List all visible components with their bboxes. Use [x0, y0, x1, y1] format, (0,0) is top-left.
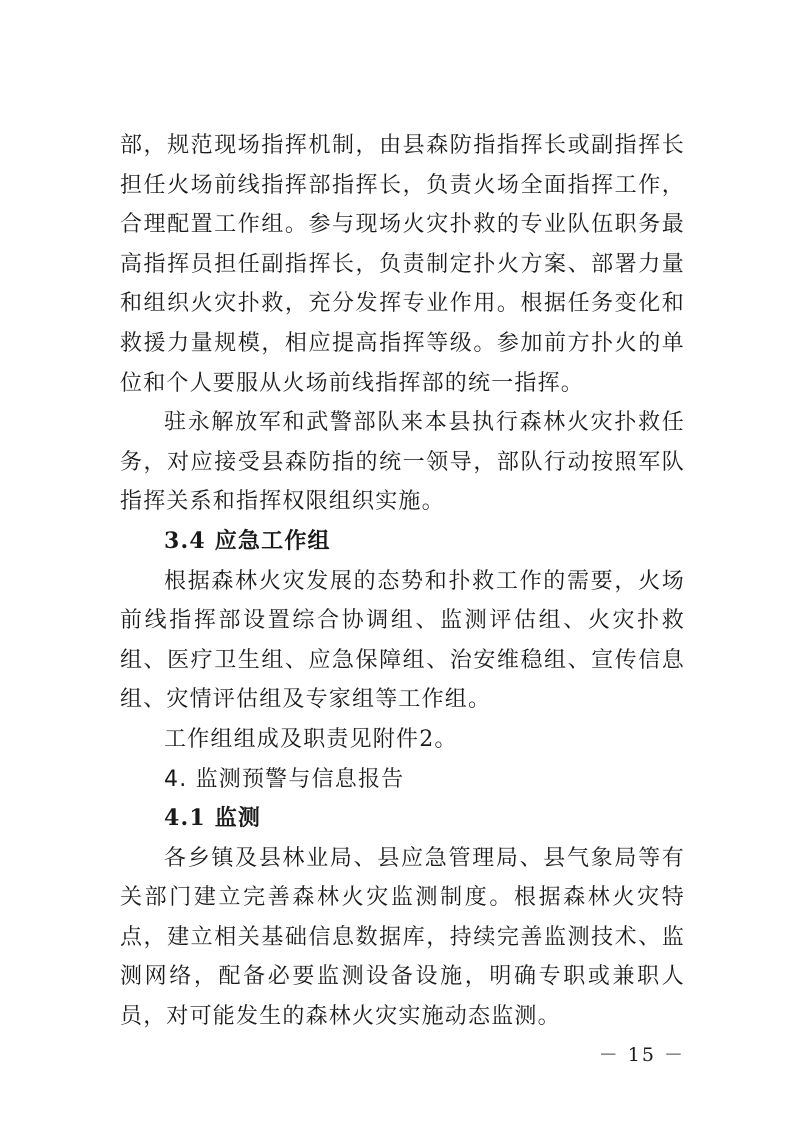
paragraph-monitoring: 各乡镇及县林业局、县应急管理局、县气象局等有关部门建立完善森林火灾监测制度。根据森林火灾特点，建立相关基础信息数据库，持续完善监测技术、监测网络，配备必要监测设备设施，明确专职或兼职人员，对可能发生的森林火灾实施动态监测。 [120, 845, 685, 1030]
heading-3-4: 3.4 应急工作组 [164, 527, 331, 554]
paragraph-command-structure: 部，规范现场指挥机制，由县森防指指挥长或副指挥长担任火场前线指挥部指挥长，负责火场全面指挥工作，合理配置工作组。参与现场火灾扑救的专业队伍职务最高指挥员担任副指挥长，负责制定扑火方案、部署力量和组织火灾扑救，充分发挥专业作用。根据任务变化和救援力量规模，相应提高指挥等级。参加前方扑火的单位和个人要服从火场前线指挥部的统一指挥。 [120, 133, 685, 396]
paragraph-military-support: 驻永解放军和武警部队来本县执行森林火灾扑救任务，对应接受县森防指的统一领导，部队行动按照军队指挥关系和指挥权限组织实施。 [120, 410, 685, 515]
document-body [120, 126, 685, 1037]
paragraph-work-groups: 根据森林火灾发展的态势和扑救工作的需要，火场前线指挥部设置综合协调组、监测评估组、火灾扑救组、医疗卫生组、应急保障组、治安维稳组、宣传信息组、灾情评估组及专家组等工作组。 [120, 568, 685, 713]
paragraph-annex-reference: 工作组组成及职责见附件2。 [164, 726, 458, 752]
heading-4-1: 4.1 监测 [164, 805, 262, 832]
heading-4: 4. 监测预警与信息报告 [164, 766, 405, 792]
page-number: － 15 － [598, 1044, 685, 1066]
